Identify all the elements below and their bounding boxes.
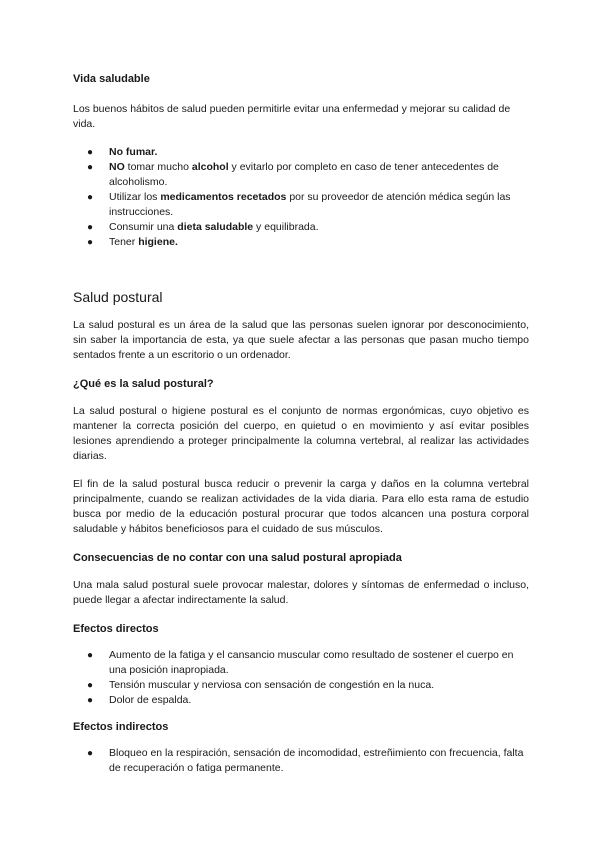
- list-item: ● Utilizar los medicamentos recetados por su proveedor de atención médica según las instrucciones.: [87, 191, 511, 218]
- bullet-icon: ●: [87, 222, 94, 233]
- list-item: ● Dolor de espalda.: [87, 694, 192, 706]
- bullet-icon: ●: [87, 162, 94, 173]
- section-title-vida-saludable: Vida saludable: [73, 73, 150, 85]
- vida-saludable-intro: Los buenos hábitos de salud pueden permitirle evitar una enfermedad y mejorar su calidad de vida.: [73, 103, 511, 130]
- list-item: ● Tensión muscular y nerviosa con sensación de congestión en la nuca.: [87, 679, 435, 691]
- bullet-icon: ●: [87, 748, 94, 759]
- indirect-effects-list: [73, 746, 529, 776]
- list-item: ● Tener higiene.: [87, 236, 178, 248]
- definition-paragraph: La salud postural o higiene postural es el conjunto de normas ergonómicas, cuyo objetivo es mantener la correcta posición del cuerpo, en quietud o en movimiento y así evitar posibles lesiones aprendiendo a proteger principalmente la columna vertebral, al realizar las actividades diarias.: [73, 405, 529, 462]
- bullet-icon: ●: [87, 237, 94, 248]
- habits-list: [73, 145, 529, 250]
- list-item: ● Bloqueo en la respiración, sensación de incomodidad, estreñimiento con frecuencia, falta de recuperación o fatiga permanente.: [87, 747, 524, 774]
- list-item: ● No fumar.: [87, 146, 158, 158]
- consequences-paragraph: Una mala salud postural suele provocar malestar, dolores y síntomas de enfermedad o incluso, puede llegar a afectar indirectamente la salud.: [73, 579, 529, 606]
- list-item: ● Consumir una dieta saludable y equilibrada.: [87, 221, 319, 233]
- indirect-effects-heading: Efectos indirectos: [73, 721, 169, 733]
- list-item: ● Aumento de la fatiga y el cansancio muscular como resultado de sostener el cuerpo en una posición inapropiada.: [87, 649, 514, 676]
- list-item: ● NO tomar mucho alcohol y evitarlo por completo en caso de tener antecedentes de alcoholismo.: [87, 161, 499, 188]
- document-content: [73, 72, 529, 776]
- bullet-icon: ●: [87, 695, 94, 706]
- bullet-icon: ●: [87, 147, 94, 158]
- purpose-paragraph: El fin de la salud postural busca reducir o prevenir la carga y daños en la columna vertebral principalmente, cuando se realizan actividades de la vida diaria. Para ello esta rama de estudio busca por medio de la educación postural procurar que todos alcancen una postura corporal saludable y hábitos beneficiosos para el cuidado de sus músculos.: [73, 478, 529, 535]
- consequences-heading: Consecuencias de no contar con una salud postural apropiada: [73, 552, 402, 564]
- direct-effects-list: [73, 648, 529, 708]
- question-heading: ¿Qué es la salud postural?: [73, 378, 214, 390]
- salud-postural-intro: La salud postural es un área de la salud que las personas suelen ignorar por desconocimiento, sin saber la importancia de esta, ya que suele afectar a las personas que pasan mucho tiempo sentados frente a un escritorio o un ordenador.: [73, 319, 529, 361]
- bullet-icon: ●: [87, 192, 94, 203]
- bullet-icon: ●: [87, 680, 94, 691]
- section-title-salud-postural: Salud postural: [73, 289, 163, 305]
- direct-effects-heading: Efectos directos: [73, 623, 159, 635]
- bullet-icon: ●: [87, 650, 94, 661]
